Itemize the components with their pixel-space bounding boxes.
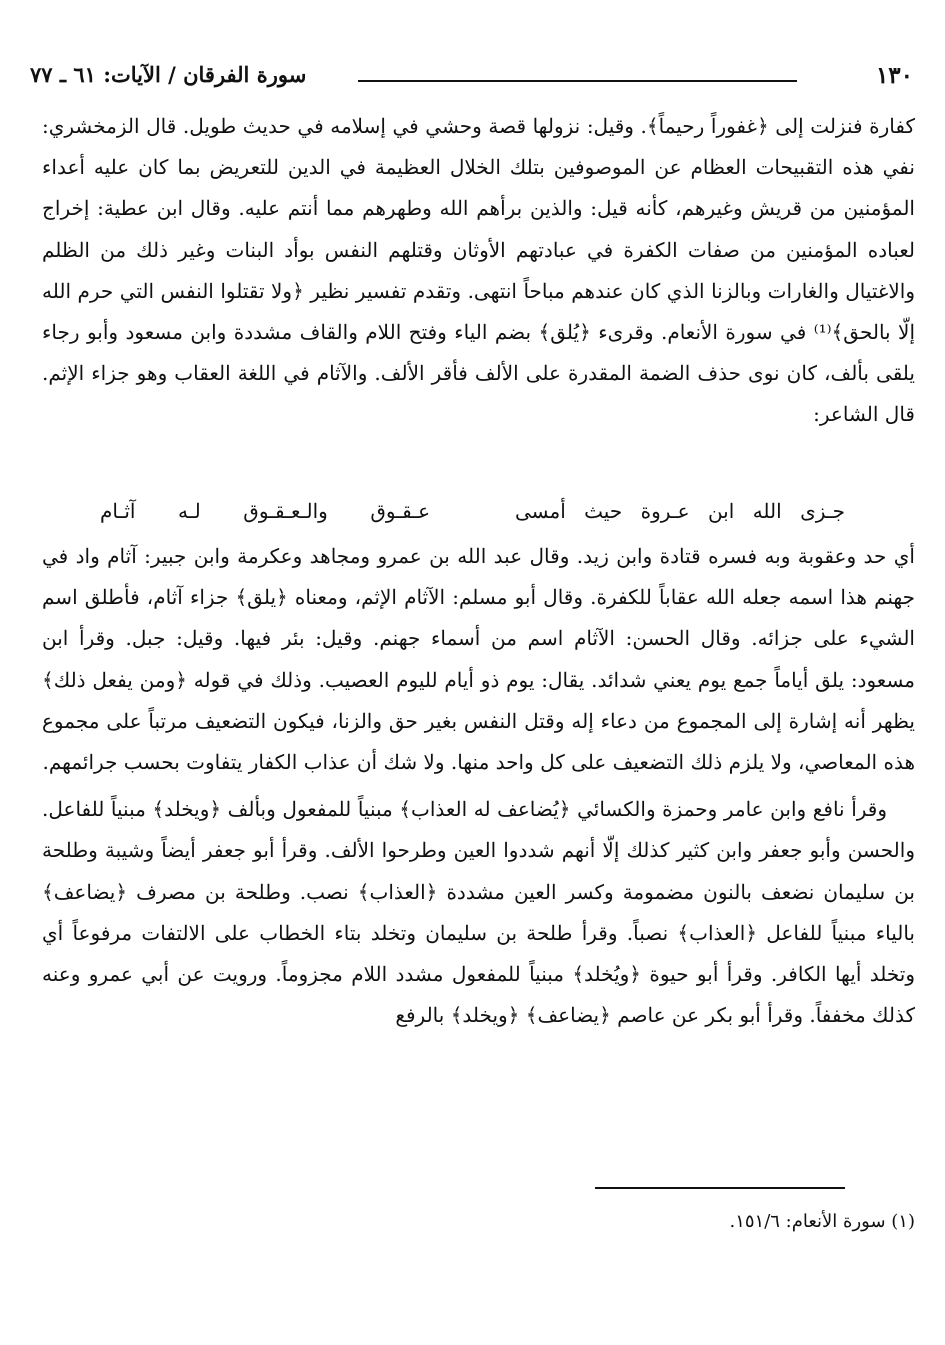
paragraph-1: كفارة فنزلت إلى ﴿غفوراً رحيماً﴾. وقيل: نزولها قصة وحشي في إسلامه في حديث طويل. قال الزمخشري: نفي هذه التقبيحات العظام عن الموصوفين بتلك الخلال العظيمة في الدين للتعريض بما كان عليه أعداء المؤمنين من قريش وغيرهم، كأنه قيل: والذين برأهم الله وطهرهم مما أنتم عليه. وقال ابن عطية: إخراج لعباده المؤمنين من صفات الكفرة في عبادتهم الأوثان وقتلهم النفس بوأد البنات وغير ذلك من الظلم والاغتيال والغارات وبالزنا الذي كان عندهم مباحاً انتهى. وتقدم تفسير نظير ﴿ولا تقتلوا النفس التي حرم الله إلّا بالحق﴾⁽¹⁾ في سورة الأنعام. وقرىء ﴿يُلق﴾ بضم الياء وفتح اللام والقاف مشددة وابن مسعود وأبو رجاء يلقى بألف، كان نوى حذف الضمة المقدرة على الألف فأقر الألف. والآثام في اللغة العقاب وهو جزاء الإثم. قال الشاعر:	[42, 114, 915, 427]
footnote: (١) سورة الأنعام: ١٥١/٦.	[729, 1211, 915, 1232]
paragraph-3: وقرأ نافع وابن عامر وحمزة والكسائي ﴿يُضاعف له العذاب﴾ مبنياً للمفعول وبألف ﴿ويخلد﴾ مبنياً للفاعل. والحسن وأبو جعفر وابن كثير كذلك إلّا أنهم شددوا العين وطرحوا الألف. وقرأ أبو جعفر أيضاً وشيبة وطلحة بن سليمان نضعف بالنون مضمومة وكسر العين مشددة ﴿العذاب﴾ نصب. وطلحة بن مصرف ﴿يضاعف﴾ بالياء مبنياً للفاعل ﴿العذاب﴾ نصباً. وقرأ طلحة بن سليمان وتخلد بتاء الخطاب على الالتفات مرفوعاً أي وتخلد أيها الكافر. وقرأ أبو حيوة ﴿ويُخلد﴾ مبنياً للمفعول مشدد اللام مجزوماً. ورويت عن أبي عمرو وعنه كذلك مخففاً. وقرأ أبو بكر عن عاصم ﴿يضاعف﴾ ﴿ويخلد﴾ بالرفع	[42, 797, 915, 1028]
page-number: ١٣٠	[875, 62, 913, 89]
poetry-verse	[100, 489, 845, 533]
running-title: سورة الفرقان / الآيات: ٦١ ـ ٧٧	[30, 62, 307, 87]
body-text-after-verse	[42, 536, 915, 1036]
paragraph-2: أي حد وعقوبة وبه فسره قتادة وابن زيد. وقال عبد الله بن عمرو ومجاهد وعكرمة وابن جبير: آثام واد في جهنم هذا اسمه جعله الله عقاباً للكفرة. وقال أبو مسلم: الآثام الإثم، ومعناه ﴿يلق﴾ جزاء آثام، فأطلق اسم الشيء على جزائه. وقال الحسن: الآثام اسم من أسماء جهنم. وقيل: بئر فيها. وقيل: جبل. وقرأ ابن مسعود: يلق أياماً جمع يوم يعني شدائد. يقال: يوم ذو أيام لليوم العصيب. وذلك في قوله ﴿ومن يفعل ذلك﴾ يظهر أنه إشارة إلى المجموع من دعاء إله وقتل النفس بغير حق والزنا، فيكون التضعيف مرتباً على مجموع هذه المعاصي، ولا يلزم ذلك التضعيف على كل واحد منها. ولا شك أن عذاب الكفار يتفاوت بحسب جرائمهم.	[42, 544, 916, 775]
body-text	[42, 106, 915, 436]
header-rule	[358, 80, 797, 82]
page-header	[28, 58, 917, 98]
footnote-rule	[595, 1187, 845, 1189]
verse-second-hemistich: عـقـوق والـعـقـوق لـه آثـام	[100, 499, 430, 523]
verse-first-hemistich: جـزى الله ابن عـروة حيث أمسى	[515, 499, 845, 523]
